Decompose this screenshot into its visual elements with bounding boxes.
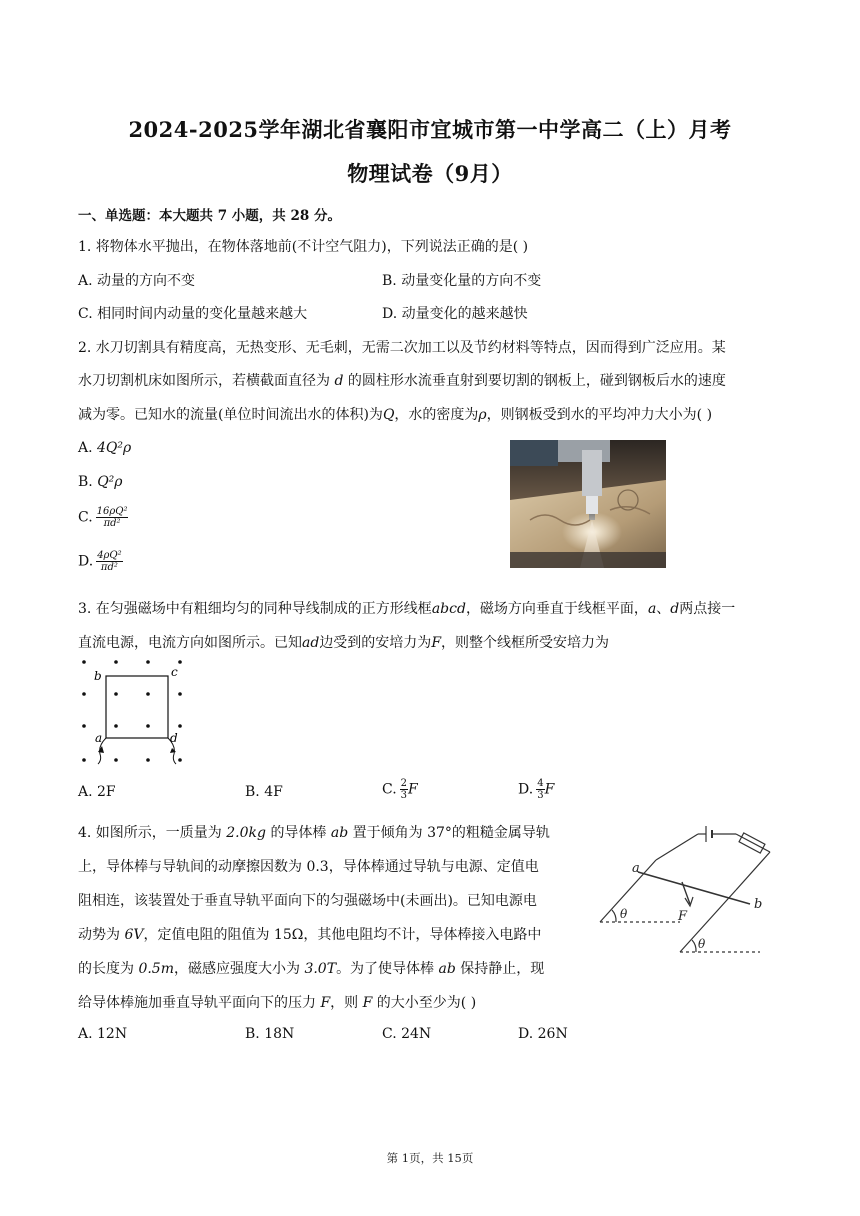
q4-stem-line4: 动势为 6V，定值电阻的阻值为 15Ω，其他电阻均不计，导体棒接入电路中 — [78, 927, 542, 943]
label-theta-bottom: θ — [698, 937, 706, 951]
q1-stem: 1. 将物体水平抛出，在物体落地前(不计空气阻力)，下列说法正确的是( ) — [78, 239, 529, 255]
q2-stem-line1: 2. 水刀切割具有精度高，无热变形、无毛刺，无需二次加工以及节约材料等特点，因而得到广泛应用。某 — [78, 340, 726, 356]
q4-stem-line2: 上，导体棒与导轨间的动摩擦因数为 0.3，导体棒通过导轨与电源、定值电 — [78, 859, 539, 875]
q1-option-a: A. 动量的方向不变 — [78, 273, 196, 289]
section-heading: 一、单选题：本大题共 7 小题，共 28 分。 — [78, 208, 341, 224]
label-a: a — [95, 731, 103, 745]
square-wire-frame — [106, 676, 168, 738]
q4-option-b: B. 18N — [245, 1026, 295, 1042]
label-F: F — [678, 909, 688, 924]
q2-option-c: C. $\frac{\text{16ρQ²}}{\text{πd²}}$ — [78, 506, 128, 529]
q4-stem-line3: 阻相连，该装置处于垂直导轨平面向下的匀强磁场中(未画出)。已知电源电 — [78, 893, 537, 909]
q4-stem-line1: 4. 如图所示，一质量为 2.0kg 的导体棒 ab 置于倾角为 37°的粗糙金属导轨 — [78, 825, 550, 841]
q4-stem-line5: 的长度为 0.5m，磁感应强度大小为 3.0T。为了使导体棒 ab 保持静止，现 — [78, 961, 545, 977]
q3-option-a: A. 2F — [78, 784, 116, 800]
q2-option-b: B. Q²ρ — [78, 474, 123, 490]
q2-stem-line2: 水刀切割机床如图所示，若横截面直径为 d 的圆柱形水流垂直射到要切割的钢板上，碰到钢板后水的速度 — [78, 373, 726, 389]
q4-option-a: A. 12N — [78, 1026, 128, 1042]
q3-stem-line1: 3. 在匀强磁场中有粗细均匀的同种导线制成的正方形线框abcd，磁场方向垂直于线框平面，a、d两点接一 — [78, 601, 736, 617]
q4-stem-line6: 给导体棒施加垂直导轨平面向下的压力 F，则 F 的大小至少为( ) — [78, 995, 477, 1011]
q4-option-c: C. 24N — [382, 1026, 432, 1042]
q1-option-d: D. 动量变化的越来越快 — [382, 306, 528, 322]
exam-subtitle: 物理试卷（9月） — [347, 161, 513, 186]
label-b: b — [754, 897, 763, 912]
label-theta-top: θ — [620, 907, 628, 921]
label-c: c — [171, 665, 178, 679]
q2-stem-line3: 减为零。已知水的流量(单位时间流出水的体积)为Q，水的密度为ρ，则钢板受到水的平均冲力大小为( ) — [78, 407, 713, 423]
q2-option-a: A. 4Q²ρ — [78, 440, 132, 456]
label-a: a — [632, 861, 640, 876]
q3-option-b: B. 4F — [245, 784, 283, 800]
q3-option-c: C. $\frac{2}{3}$ F — [382, 778, 418, 801]
q2-option-c-fraction: $\frac{\text{16ρQ²}}{\text{πd²}}$ — [96, 506, 128, 529]
inclined-rails-figure — [590, 822, 786, 962]
page-number: 第 1页，共 15页 — [386, 1151, 474, 1165]
q3-stem-line2: 直流电源，电流方向如图所示。已知ad边受到的安培力为F，则整个线框所受安培力为 — [78, 635, 610, 651]
q3-option-d: D. $\frac{4}{3}$ F — [518, 778, 555, 801]
q1-option-b: B. 动量变化量的方向不变 — [382, 273, 542, 289]
label-d: d — [170, 731, 178, 745]
label-b: b — [94, 669, 102, 683]
q2-option-d: D. $\frac{\text{4ρQ²}}{\text{πd²}}$ — [78, 550, 122, 573]
q4-option-d: D. 26N — [518, 1026, 568, 1042]
waterjet-cutter-photo — [510, 440, 666, 568]
square-frame-figure — [76, 656, 196, 770]
q1-option-c: C. 相同时间内动量的变化量越来越大 — [78, 306, 308, 322]
q2-option-d-fraction: $\frac{\text{4ρQ²}}{\text{πd²}}$ — [97, 550, 122, 573]
exam-title: 2024-2025学年湖北省襄阳市宜城市第一中学高二（上）月考 — [128, 117, 732, 142]
